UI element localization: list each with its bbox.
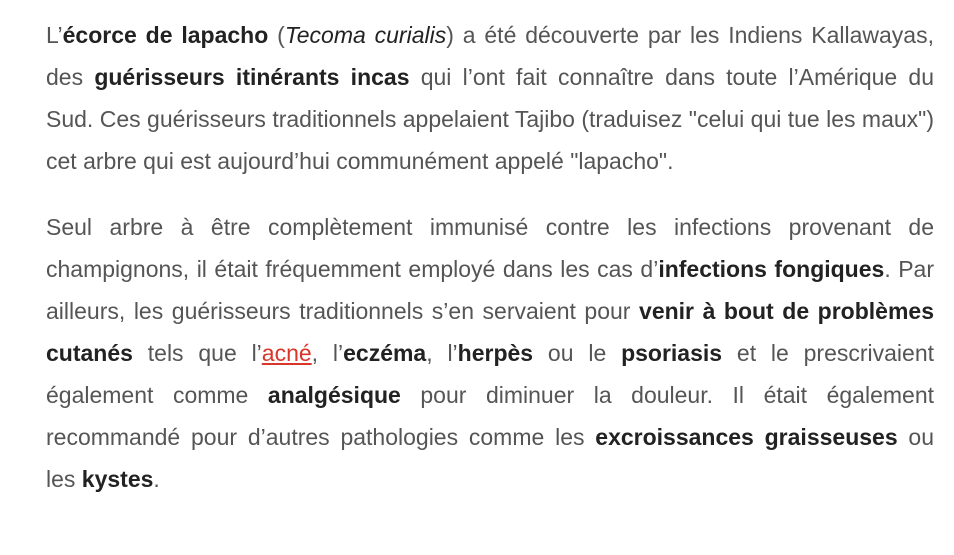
paragraph-lapacho-uses — [46, 206, 934, 500]
bold-term-ecorce-de-lapacho: écorce de lapacho — [62, 22, 269, 48]
bold-term-infections-fongiques: infections fongiques — [658, 256, 885, 282]
paragraph-lapacho-origin — [46, 14, 934, 182]
bold-term-problemes-cutanes: venir à bout de problèmes cutanés — [46, 298, 934, 366]
bold-term-herpes: herpès — [457, 340, 534, 366]
text-run: et le prescrivaient également comme — [46, 340, 935, 408]
text-run: Seul arbre à être complètement immunisé contre les infections provenant de champignons, il était fréquemment employé dans les cas d’ — [46, 214, 934, 282]
text-run: , l’ — [426, 340, 458, 366]
text-run: . Par ailleurs, les guérisseurs traditionnels s’en servaient pour — [46, 256, 934, 324]
bold-term-kystes: kystes — [81, 466, 154, 492]
text-run: ou les — [46, 424, 934, 492]
bold-term-guerisseurs-itinerants: guérisseurs itinérants incas — [94, 64, 410, 90]
text-run: ( — [268, 22, 285, 48]
link-acne[interactable]: acné — [261, 340, 312, 366]
text-run: ou le — [533, 340, 622, 366]
text-run: L’ — [46, 22, 63, 48]
bold-term-psoriasis: psoriasis — [621, 340, 723, 366]
text-run: qui l’ont fait connaître dans toute l’Amérique du Sud. Ces guérisseurs traditionnels appelaient Tajibo (traduisez "celui qui tue les maux") cet arbre qui est aujourd’hui communément appelé "lapacho". — [46, 64, 935, 174]
italic-term-tecoma-curialis: Tecoma curialis — [284, 22, 447, 48]
text-run: ) a été découverte par les Indiens Kallawayas, des — [46, 22, 934, 90]
bold-term-excroissances-graisseuses: excroissances graisseuses — [595, 424, 898, 450]
text-run: pour diminuer la douleur. Il était également recommandé pour d’autres pathologies comme les — [46, 382, 935, 450]
text-run: tels que l’ — [132, 340, 262, 366]
bold-term-analgesique: analgésique — [267, 382, 401, 408]
text-run: . — [153, 466, 160, 492]
text-run: , l’ — [311, 340, 344, 366]
bold-term-eczema: eczéma — [343, 340, 427, 366]
article-body — [46, 14, 934, 500]
